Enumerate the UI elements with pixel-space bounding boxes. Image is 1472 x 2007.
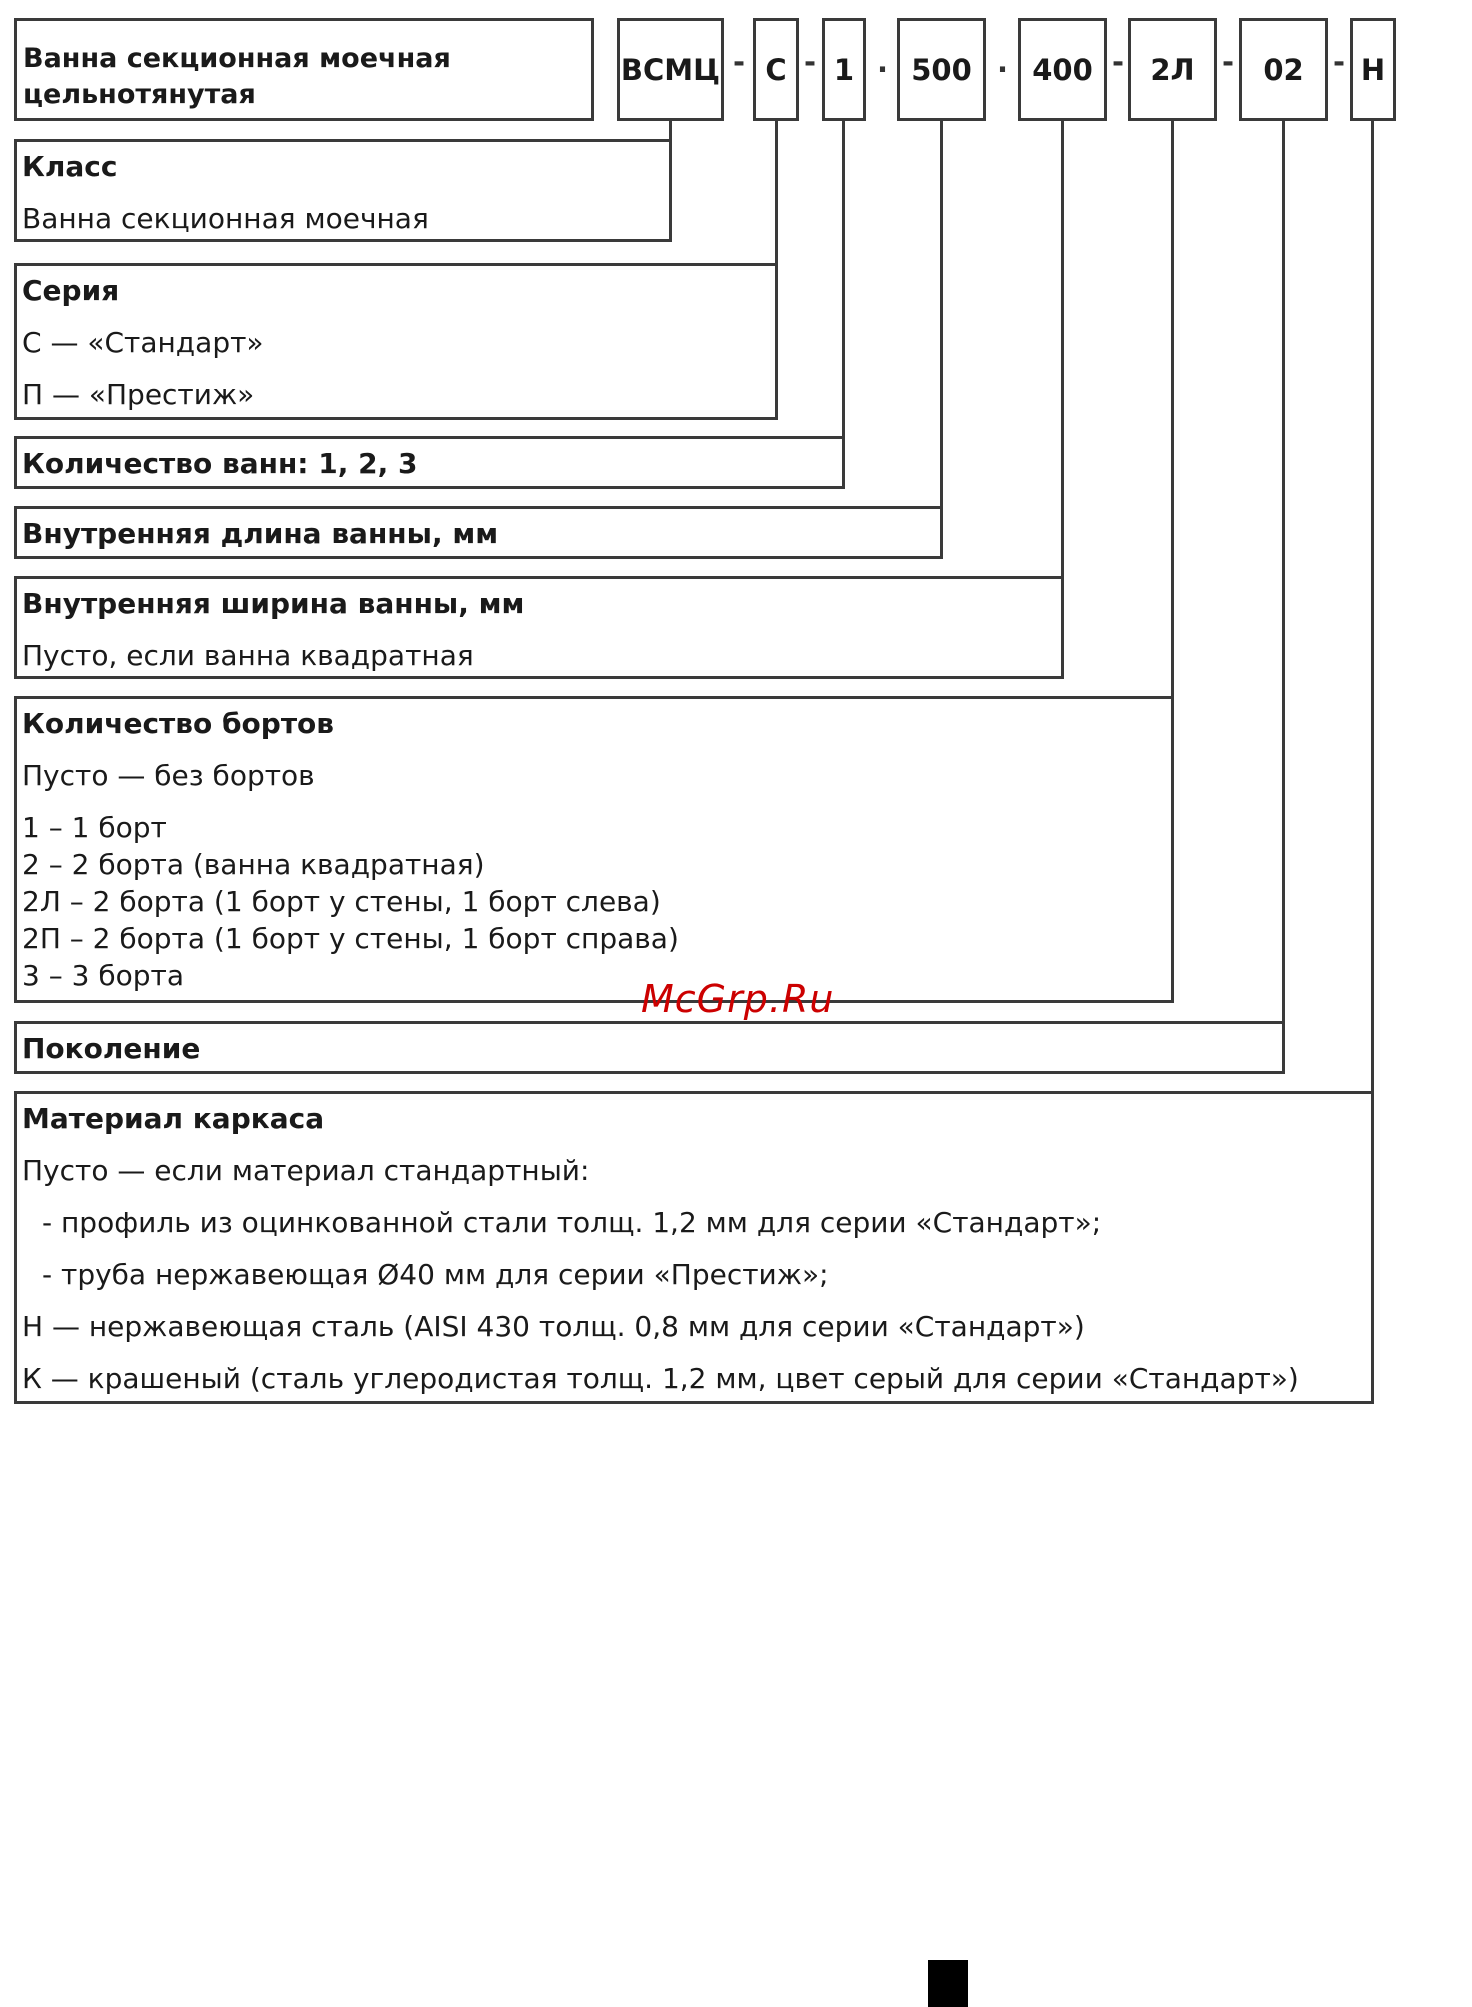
code-label: 02 [1263, 52, 1304, 87]
code-box-count [822, 18, 866, 121]
section-heading: Количество бортов [22, 707, 335, 740]
code-label: 500 [911, 52, 972, 87]
section-line: Пусто — без бортов [22, 759, 315, 792]
section-series [14, 263, 778, 420]
code-label: 400 [1032, 52, 1093, 87]
connector-line-count [842, 120, 845, 438]
page-marker [928, 1960, 968, 2007]
section-line: - профиль из оцинкованной стали толщ. 1,2 мм для серии «Стандарт»; [42, 1206, 1102, 1239]
separator: - [804, 45, 817, 79]
connector-line-generation [1282, 120, 1285, 1023]
section-heading: Материал каркаса [22, 1102, 325, 1135]
product-title-line1: Ванна секционная моечная [23, 43, 451, 74]
section-inner-length [14, 506, 943, 559]
section-frame-material [14, 1091, 1374, 1404]
code-box-generation [1239, 18, 1328, 121]
product-title-box [14, 18, 594, 121]
code-box-borders [1128, 18, 1217, 121]
connector-line-borders [1171, 120, 1174, 698]
section-heading: Внутренняя длина ванны, мм [22, 517, 499, 550]
section-line: - труба нержавеющая Ø40 мм для серии «Престиж»; [42, 1258, 829, 1291]
code-box-vsmc [617, 18, 724, 121]
code-box-material [1350, 18, 1396, 121]
separator: - [733, 45, 746, 79]
section-generation [14, 1021, 1285, 1074]
section-bath-count [14, 436, 845, 489]
section-line: П — «Престиж» [22, 378, 255, 411]
code-label: 2Л [1150, 52, 1195, 87]
border-option: 2 – 2 борта (ванна квадратная) [22, 848, 485, 881]
section-border-count [14, 696, 1174, 1003]
separator: - [1112, 45, 1125, 79]
section-line: Н — нержавеющая сталь (AISI 430 толщ. 0,8 мм для серии «Стандарт») [22, 1310, 1085, 1343]
section-class [14, 139, 672, 242]
section-heading: Серия [22, 274, 120, 307]
section-line: С — «Стандарт» [22, 326, 264, 359]
section-line: Пусто, если ванна квадратная [22, 639, 474, 672]
code-label: С [765, 52, 787, 87]
connector-line-class [669, 120, 672, 141]
separator: - [1333, 45, 1346, 79]
code-label: Н [1360, 52, 1386, 87]
code-box-series [753, 18, 799, 121]
code-label: 1 [833, 52, 855, 87]
connector-line-width [1061, 120, 1064, 578]
separator: . [997, 45, 1009, 79]
section-line: К — крашеный (сталь углеродистая толщ. 1,2 мм, цвет серый для серии «Стандарт») [22, 1362, 1299, 1395]
border-option: 2Л – 2 борта (1 борт у стены, 1 борт слева) [22, 885, 661, 918]
product-title-line2: цельнотянутая [23, 79, 256, 110]
code-box-length [897, 18, 986, 121]
watermark: McGrp.Ru [641, 977, 835, 1021]
connector-line-series [775, 120, 778, 265]
section-line: Ванна секционная моечная [22, 202, 429, 235]
section-heading: Количество ванн: 1, 2, 3 [22, 447, 418, 480]
separator: . [877, 45, 889, 79]
section-heading: Поколение [22, 1032, 201, 1065]
section-heading: Класс [22, 150, 118, 183]
separator: - [1222, 45, 1235, 79]
connector-line-length [940, 120, 943, 508]
border-option: 3 – 3 борта [22, 959, 184, 992]
section-heading: Внутренняя ширина ванны, мм [22, 587, 525, 620]
code-box-width [1018, 18, 1107, 121]
section-inner-width [14, 576, 1064, 679]
section-line: Пусто — если материал стандартный: [22, 1154, 590, 1187]
border-option: 2П – 2 борта (1 борт у стены, 1 борт справа) [22, 922, 679, 955]
connector-line-material [1371, 120, 1374, 1093]
border-option: 1 – 1 борт [22, 811, 167, 844]
code-label: ВСМЦ [620, 52, 721, 87]
